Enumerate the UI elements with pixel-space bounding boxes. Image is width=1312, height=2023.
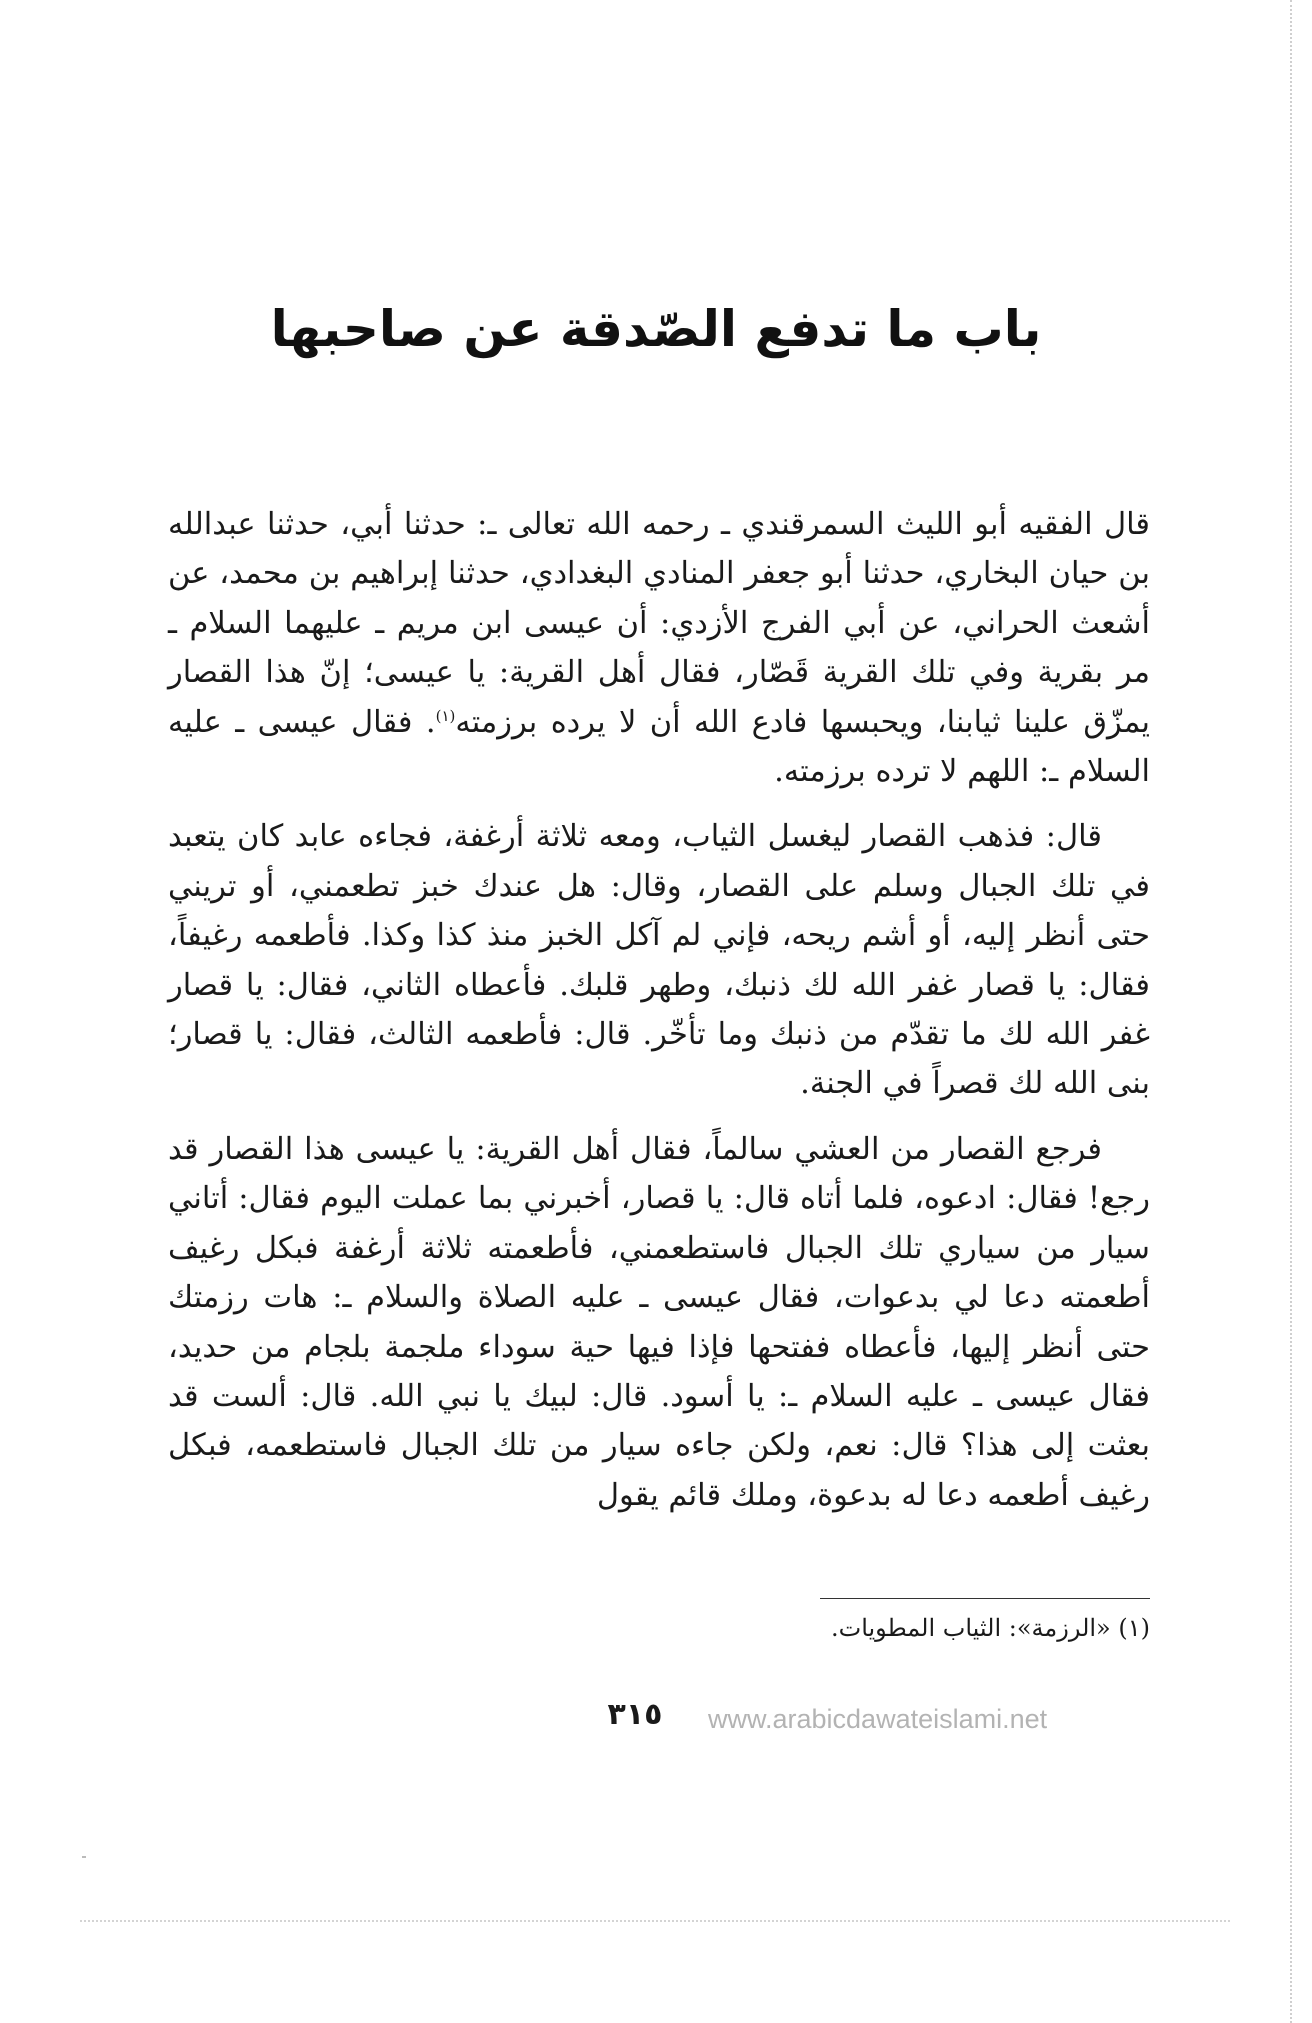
- chapter-title: باب ما تدفع الصّدقة عن صاحبها: [270, 300, 1042, 358]
- footnote-divider: [820, 1598, 1150, 1599]
- body-text: [168, 500, 1150, 1536]
- scan-mark: [82, 1856, 86, 1858]
- paragraph-1-tail: . فقال عيسى ـ عليه السلام ـ: اللهم لا ترده برزمته.: [168, 704, 1150, 790]
- paragraph-1: [168, 500, 1150, 796]
- footnote: (١) «الرزمة»: الثياب المطويات.: [830, 1614, 1150, 1642]
- paragraph-3: فرجع القصار من العشي سالماً، فقال أهل القرية: يا عيسى هذا القصار قد رجع! فقال: ادعوه، فلما أتاه قال: يا قصار، أخبرني بما عملت اليوم فقال: أتاني سيار من سياري تلك الجبال فاستطعمني، فأطعمته ثلاثة أرغفة فبكل رغيف أطعمته دعا لي بدعوات، فقال عيسى ـ عليه الصلاة والسلام ـ: هات رزمتك حتى أنظر إليها، فأعطاه ففتحها فإذا فيها حية سوداء ملجمة بلجام من حديد، فقال عيسى ـ عليه السلام ـ: يا أسود. قال: لبيك يا نبي الله. قال: ألست قد بعثت إلى هذا؟ قال: نعم، ولكن جاءه سيار من تلك الجبال فاستطعمه، فبكل رغيف أطعمه دعا له بدعوة، وملك قائم يقول: [168, 1131, 1150, 1513]
- paragraph-2: قال: فذهب القصار ليغسل الثياب، ومعه ثلاثة أرغفة، فجاءه عابد كان يتعبد في تلك الجبال وسلم على القصار، وقال: هل عندك خبز تطعمني، أو تريني حتى أنظر إليه، أو أشم ريحه، فإني لم آكل الخبز منذ كذا وكذا. فأطعمه رغيفاً، فقال: يا قصار غفر الله لك ذنبك، وطهر قلبك. فأعطاه الثاني، فقال: يا قصار غفر الله لك ما تقدّم من ذنبك وما تأخّر. قال: فأطعمه الثالث، فقال: يا قصار؛ بنى الله لك قصراً في الجنة.: [168, 819, 1150, 1102]
- page-number: ٣١٥: [607, 1697, 663, 1732]
- paragraph-1-text: قال الفقيه أبو الليث السمرقندي ـ رحمه الله تعالى ـ: حدثنا أبي، حدثنا عبدالله بن حيان البخاري، حدثنا أبو جعفر المنادي البغدادي، حدثنا إبراهيم بن محمد، عن أشعث الحراني، عن أبي الفرج الأزدي: أن عيسى ابن مريم ـ عليهما السلام ـ مر بقرية وفي تلك القرية قَصّار، فقال أهل القرية: يا عيسى؛ إنّ هذا القصار يمزّق علينا ثيابنا، ويحبسها فادع الله أن لا يرده برزمته: [168, 507, 1150, 740]
- watermark-url: www.arabicdawateislami.net: [708, 1704, 1048, 1734]
- footnote-reference: (١): [435, 706, 456, 725]
- scan-dots: [80, 1920, 1230, 1922]
